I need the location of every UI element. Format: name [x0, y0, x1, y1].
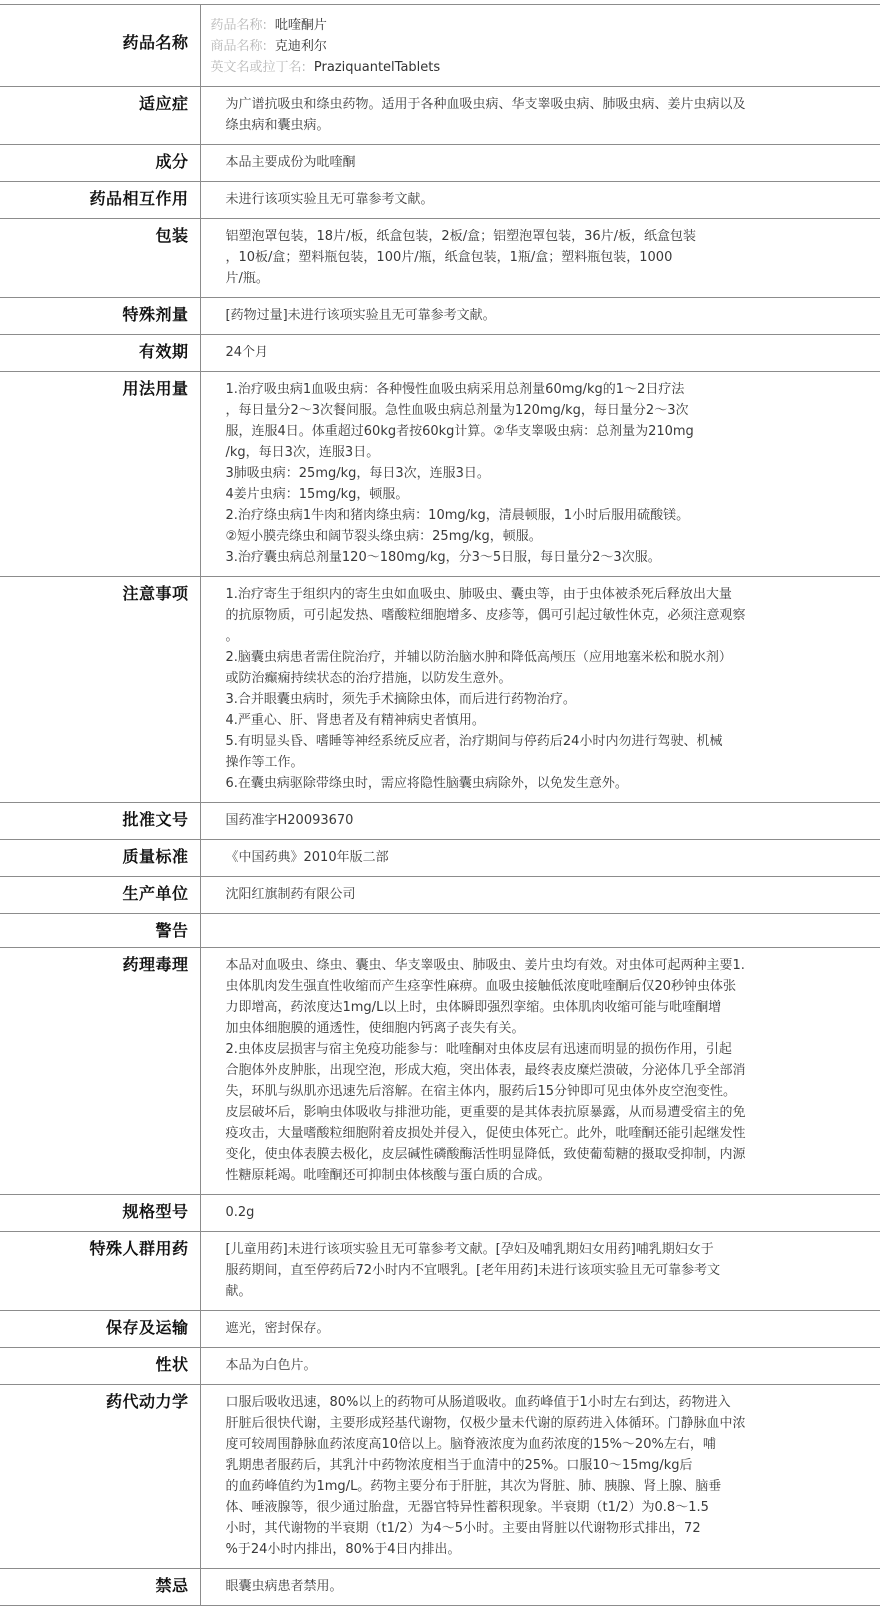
label-pharmacology: 药理毒理: [0, 948, 200, 1195]
trade-name-value: 克迪利尔: [274, 39, 327, 54]
drug-spec-table: [0, 4, 880, 1606]
text-line: 力即增高，药浓度达1mg/L以上时，虫体瞬即强烈挛缩。虫体肌肉收缩可能与吡喹酮增: [225, 1000, 722, 1015]
text-line: 6.在囊虫病驱除带绦虫时，需应将隐性脑囊虫病除外，以免发生意外。: [225, 776, 628, 791]
row-standard: [0, 840, 880, 877]
row-special-population: [0, 1232, 880, 1311]
text-line: 本品为白色片。: [225, 1358, 317, 1373]
english-name-key: 英文名或拉丁名:: [210, 60, 306, 75]
text-line: 口服后吸收迅速，80%以上的药物可从肠道吸收。血药峰值于1小时左右到达，药物进入: [225, 1395, 731, 1410]
generic-name-key: 药品名称:: [210, 18, 267, 33]
label-indication: 适应症: [0, 87, 200, 145]
row-drug-name: [0, 5, 880, 87]
generic-name-row: [211, 15, 871, 36]
text-line: 4.严重心、肝、肾患者及有精神病史者慎用。: [225, 713, 485, 728]
row-contraindication: [0, 1569, 880, 1606]
text-line: 献。: [225, 1284, 252, 1299]
text-line: 3肺吸虫病：25mg/kg，每日3次，连服3日。: [225, 466, 490, 481]
text-line: 虫体肌肉发生强直性收缩而产生痉挛性麻痹。血吸虫接触低浓度吡喹酮后仅20秒钟虫体张: [225, 979, 737, 994]
text-line: 体、唾液腺等，很少通过胎盘，无器官特异性蓄积现象。半衰期（t1/2）为0.8～1.5: [225, 1500, 709, 1515]
drug-name-block: [200, 5, 880, 87]
english-name-value: PraziquantelTablets: [313, 60, 441, 75]
text-line: 片/瓶。: [225, 271, 269, 286]
value-package: [200, 219, 880, 298]
row-storage: [0, 1311, 880, 1348]
text-line: 遮光，密封保存。: [225, 1321, 330, 1336]
label-precautions: 注意事项: [0, 577, 200, 803]
text-line: 加虫体细胞膜的通透性，使细胞内钙离子丧失有关。: [225, 1021, 525, 1036]
value-special-population: [200, 1232, 880, 1311]
text-line: 1.治疗吸虫病1血吸虫病：各种慢性血吸虫病采用总剂量60mg/kg的1～2日疗法: [225, 382, 685, 397]
text-line: 本品主要成份为吡喹酮: [225, 155, 356, 170]
label-special-dose: 特殊剂量: [0, 298, 200, 335]
text-line: 皮层破坏后，影响虫体吸收与排泄功能，更重要的是其体表抗原暴露，从而易遭受宿主的免: [225, 1105, 746, 1120]
text-line: 疫攻击，大量嗜酸粒细胞附着皮损处并侵入，促使虫体死亡。此外，吡喹酮还能引起继发性: [225, 1126, 746, 1141]
text-line: 乳期患者服药后，其乳汁中药物浓度相当于血清中的25%。口服10～15mg/kg后: [225, 1458, 693, 1473]
text-line: 变化，使虫体表膜去极化，皮层碱性磷酸酶活性明显降低，致使葡萄糖的摄取受抑制，内源: [225, 1147, 746, 1162]
generic-name-value: 吡喹酮片: [274, 18, 327, 33]
row-special-dose: [0, 298, 880, 335]
value-approval: [200, 803, 880, 840]
row-precautions: [0, 577, 880, 803]
text-line: 操作等工作。: [225, 755, 304, 770]
label-standard: 质量标准: [0, 840, 200, 877]
value-pharmacology: [200, 948, 880, 1195]
label-appearance: 性状: [0, 1348, 200, 1385]
text-line: %于24小时内排出，80%于4日内排出。: [225, 1542, 461, 1557]
text-line: 失，环肌与纵肌亦迅速先后溶解。在宿主体内，服药后15分钟即可见虫体外皮空泡变性。: [225, 1084, 737, 1099]
value-specification: [200, 1195, 880, 1232]
value-standard: [200, 840, 880, 877]
english-name-row: [211, 57, 871, 78]
trade-name-row: [211, 36, 871, 57]
text-line: 《中国药典》2010年版二部: [225, 850, 389, 865]
text-line: 4姜片虫病：15mg/kg，顿服。: [225, 487, 409, 502]
text-line: 性糖原耗竭。吡喹酮还可抑制虫体核酸与蛋白质的合成。: [225, 1168, 551, 1183]
text-line: 度可较周围静脉血药浓度高10倍以上。脑脊液浓度为血药浓度的15%～20%左右，哺: [225, 1437, 716, 1452]
text-line: 2.脑囊虫病患者需住院治疗，并辅以防治脑水肿和降低高颅压（应用地塞米松和脱水剂）: [225, 650, 732, 665]
text-line: 。: [225, 629, 239, 644]
row-ingredient: [0, 145, 880, 182]
label-warning: 警告: [0, 914, 200, 948]
text-line: 2.治疗绦虫病1牛肉和猪肉绦虫病：10mg/kg，清晨顿服，1小时后服用硫酸镁。: [225, 508, 690, 523]
row-usage: [0, 372, 880, 577]
value-precautions: [200, 577, 880, 803]
row-package: [0, 219, 880, 298]
text-line: /kg，每日3次，连服3日。: [225, 445, 380, 460]
row-interaction: [0, 182, 880, 219]
label-package: 包装: [0, 219, 200, 298]
label-special-population: 特殊人群用药: [0, 1232, 200, 1311]
text-line: ，每日量分2～3次餐间服。急性血吸虫病总剂量为120mg/kg，每日量分2～3次: [225, 403, 689, 418]
text-line: 合胞体外皮肿胀，出现空泡，形成大疱，突出体表，最终表皮糜烂溃破，分泌体几乎全部消: [225, 1063, 746, 1078]
text-line: 眼囊虫病患者禁用。: [225, 1579, 343, 1594]
value-special-dose: [200, 298, 880, 335]
text-line: 铝塑泡罩包装，18片/板，纸盒包装，2板/盒；铝塑泡罩包装，36片/板，纸盒包装: [225, 229, 696, 244]
text-line: 为广谱抗吸虫和绦虫药物。适用于各种血吸虫病、华支睾吸虫病、肺吸虫病、姜片虫病以及: [225, 97, 746, 112]
text-line: ，10板/盒；塑料瓶包装，100片/瓶，纸盒包装，1瓶/盒；塑料瓶包装，1000: [225, 250, 673, 265]
label-drug-name: 药品名称: [0, 5, 200, 87]
value-usage: [200, 372, 880, 577]
value-validity: [200, 335, 880, 372]
row-indication: [0, 87, 880, 145]
label-specification: 规格型号: [0, 1195, 200, 1232]
row-specification: [0, 1195, 880, 1232]
text-line: 沈阳红旗制药有限公司: [225, 887, 356, 902]
label-contraindication: 禁忌: [0, 1569, 200, 1606]
text-line: [儿童用药]未进行该项实验且无可靠参考文献。[孕妇及哺乳期妇女用药]哺乳期妇女于: [225, 1242, 714, 1257]
label-storage: 保存及运输: [0, 1311, 200, 1348]
row-pharmacokinetics: [0, 1385, 880, 1569]
text-line: 肝脏后很快代谢，主要形成羟基代谢物，仅极少量未代谢的原药进入体循环。门静脉血中浓: [225, 1416, 746, 1431]
value-storage: [200, 1311, 880, 1348]
text-line: 的抗原物质，可引起发热、嗜酸粒细胞增多、皮疹等，偶可引起过敏性休克，必须注意观察: [225, 608, 746, 623]
value-contraindication: [200, 1569, 880, 1606]
text-line: ②短小膜壳绦虫和阔节裂头绦虫病：25mg/kg，顿服。: [225, 529, 542, 544]
text-line: 国药准字H20093670: [225, 813, 354, 828]
label-interaction: 药品相互作用: [0, 182, 200, 219]
text-line: 0.2g: [225, 1205, 255, 1220]
row-validity: [0, 335, 880, 372]
value-pharmacokinetics: [200, 1385, 880, 1569]
value-indication: [200, 87, 880, 145]
value-warning: [200, 914, 880, 948]
label-ingredient: 成分: [0, 145, 200, 182]
text-line: 3.合并眼囊虫病时，须先手术摘除虫体，而后进行药物治疗。: [225, 692, 576, 707]
row-appearance: [0, 1348, 880, 1385]
label-validity: 有效期: [0, 335, 200, 372]
text-line: 小时，其代谢物的半衰期（t1/2）为4～5小时。主要由肾脏以代谢物形式排出，72: [225, 1521, 701, 1536]
text-line: 或防治癫痫持续状态的治疗措施，以防发生意外。: [225, 671, 512, 686]
text-line: 未进行该项实验且无可靠参考文献。: [225, 192, 434, 207]
text-line: [药物过量]未进行该项实验且无可靠参考文献。: [225, 308, 496, 323]
text-line: 服药期间，直至停药后72小时内不宜喂乳。[老年用药]未进行该项实验且无可靠参考文: [225, 1263, 721, 1278]
value-ingredient: [200, 145, 880, 182]
row-manufacturer: [0, 877, 880, 914]
value-appearance: [200, 1348, 880, 1385]
label-pharmacokinetics: 药代动力学: [0, 1385, 200, 1569]
value-manufacturer: [200, 877, 880, 914]
label-approval: 批准文号: [0, 803, 200, 840]
row-approval: [0, 803, 880, 840]
text-line: 的血药峰值约为1mg/L。药物主要分布于肝脏，其次为肾脏、肺、胰腺、肾上腺、脑垂: [225, 1479, 722, 1494]
text-line: 5.有明显头昏、嗜睡等神经系统反应者，治疗期间与停药后24小时内勿进行驾驶、机械: [225, 734, 723, 749]
value-interaction: [200, 182, 880, 219]
text-line: 绦虫病和囊虫病。: [225, 118, 330, 133]
row-warning: [0, 914, 880, 948]
row-pharmacology: [0, 948, 880, 1195]
text-line: 1.治疗寄生于组织内的寄生虫如血吸虫、肺吸虫、囊虫等，由于虫体被杀死后释放出大量: [225, 587, 732, 602]
label-usage: 用法用量: [0, 372, 200, 577]
label-manufacturer: 生产单位: [0, 877, 200, 914]
text-line: 3.治疗囊虫病总剂量120～180mg/kg，分3～5日服，每日量分2～3次服。: [225, 550, 661, 565]
trade-name-key: 商品名称:: [210, 39, 267, 54]
text-line: 服，连服4日。体重超过60kg者按60kg计算。②华支睾吸虫病：总剂量为210mg: [225, 424, 694, 439]
text-line: 2.虫体皮层损害与宿主免疫功能参与：吡喹酮对虫体皮层有迅速而明显的损伤作用，引起: [225, 1042, 732, 1057]
text-line: 24个月: [225, 345, 269, 360]
text-line: 本品对血吸虫、绦虫、囊虫、华支睾吸虫、肺吸虫、姜片虫均有效。对虫体可起两种主要1.: [225, 958, 745, 973]
